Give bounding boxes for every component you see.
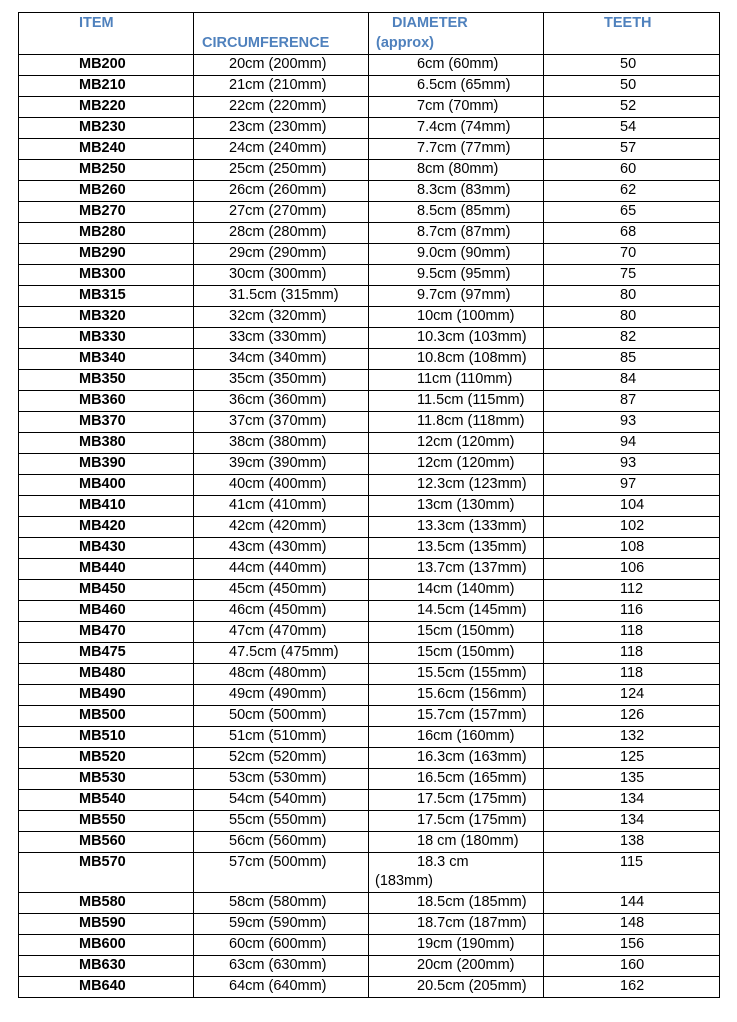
table-row [19, 370, 720, 391]
teeth-cell: 138 [544, 832, 720, 853]
circumference-cell: 27cm (270mm) [194, 202, 369, 223]
table-row [19, 685, 720, 706]
diameter-cell: 10.8cm (108mm) [369, 349, 544, 370]
item-cell: MB540 [19, 790, 194, 811]
diameter-cell: 13.7cm (137mm) [369, 559, 544, 580]
item-cell: MB320 [19, 307, 194, 328]
table-row [19, 580, 720, 601]
diameter-cell: 8.7cm (87mm) [369, 223, 544, 244]
teeth-cell: 124 [544, 685, 720, 706]
circumference-cell: 43cm (430mm) [194, 538, 369, 559]
circumference-cell: 63cm (630mm) [194, 956, 369, 977]
teeth-cell: 125 [544, 748, 720, 769]
diameter-cell: 6.5cm (65mm) [369, 76, 544, 97]
item-cell: MB560 [19, 832, 194, 853]
item-cell: MB480 [19, 664, 194, 685]
diameter-line-2: (183mm) [375, 873, 434, 889]
circumference-cell: 60cm (600mm) [194, 935, 369, 956]
diameter-cell: 12cm (120mm) [369, 433, 544, 454]
table-row [19, 265, 720, 286]
item-cell: MB410 [19, 496, 194, 517]
teeth-cell: 82 [544, 328, 720, 349]
diameter-cell: 7.7cm (77mm) [369, 139, 544, 160]
diameter-cell: 15cm (150mm) [369, 643, 544, 664]
item-cell: MB500 [19, 706, 194, 727]
diameter-cell: 15.7cm (157mm) [369, 706, 544, 727]
item-cell: MB370 [19, 412, 194, 433]
diameter-cell: 15cm (150mm) [369, 622, 544, 643]
item-cell: MB420 [19, 517, 194, 538]
circumference-cell: 56cm (560mm) [194, 832, 369, 853]
item-cell: MB340 [19, 349, 194, 370]
header-diameter [369, 13, 544, 55]
diameter-cell: 8.5cm (85mm) [369, 202, 544, 223]
circumference-cell: 32cm (320mm) [194, 307, 369, 328]
circumference-cell: 48cm (480mm) [194, 664, 369, 685]
circumference-cell: 55cm (550mm) [194, 811, 369, 832]
table-row [19, 811, 720, 832]
teeth-cell: 50 [544, 55, 720, 76]
circumference-cell: 59cm (590mm) [194, 914, 369, 935]
teeth-cell: 116 [544, 601, 720, 622]
diameter-cell: 17.5cm (175mm) [369, 811, 544, 832]
diameter-cell: 10.3cm (103mm) [369, 328, 544, 349]
table-row [19, 55, 720, 76]
circumference-cell: 21cm (210mm) [194, 76, 369, 97]
diameter-cell: 16.3cm (163mm) [369, 748, 544, 769]
size-table [18, 12, 720, 998]
header-item [19, 13, 194, 55]
teeth-cell: 87 [544, 391, 720, 412]
table-row [19, 454, 720, 475]
table-row [19, 790, 720, 811]
item-cell: MB220 [19, 97, 194, 118]
diameter-cell: 8cm (80mm) [369, 160, 544, 181]
table-row [19, 307, 720, 328]
circumference-cell: 20cm (200mm) [194, 55, 369, 76]
circumference-cell: 34cm (340mm) [194, 349, 369, 370]
teeth-cell: 75 [544, 265, 720, 286]
teeth-cell: 93 [544, 412, 720, 433]
teeth-cell: 62 [544, 181, 720, 202]
item-cell: MB520 [19, 748, 194, 769]
table-row [19, 664, 720, 685]
teeth-cell: 52 [544, 97, 720, 118]
teeth-cell: 115 [544, 853, 720, 893]
diameter-cell: 16.5cm (165mm) [369, 769, 544, 790]
diameter-cell: 18.7cm (187mm) [369, 914, 544, 935]
header-diameter-approx-label: (approx) [376, 35, 434, 51]
diameter-cell: 20.5cm (205mm) [369, 977, 544, 998]
teeth-cell: 126 [544, 706, 720, 727]
teeth-cell: 50 [544, 76, 720, 97]
table-row [19, 935, 720, 956]
teeth-cell: 118 [544, 664, 720, 685]
item-cell: MB640 [19, 977, 194, 998]
item-cell: MB400 [19, 475, 194, 496]
table-row [19, 475, 720, 496]
item-cell: MB390 [19, 454, 194, 475]
table-row [19, 139, 720, 160]
circumference-cell: 50cm (500mm) [194, 706, 369, 727]
teeth-cell: 57 [544, 139, 720, 160]
item-cell: MB450 [19, 580, 194, 601]
teeth-cell: 85 [544, 349, 720, 370]
circumference-cell: 26cm (260mm) [194, 181, 369, 202]
table-row [19, 391, 720, 412]
circumference-cell: 47.5cm (475mm) [194, 643, 369, 664]
teeth-cell: 65 [544, 202, 720, 223]
circumference-cell: 30cm (300mm) [194, 265, 369, 286]
circumference-cell: 53cm (530mm) [194, 769, 369, 790]
teeth-cell: 102 [544, 517, 720, 538]
item-cell: MB360 [19, 391, 194, 412]
table-row [19, 643, 720, 664]
circumference-cell: 44cm (440mm) [194, 559, 369, 580]
teeth-cell: 112 [544, 580, 720, 601]
diameter-cell: 18.5cm (185mm) [369, 893, 544, 914]
diameter-cell: 9.7cm (97mm) [369, 286, 544, 307]
diameter-cell: 7cm (70mm) [369, 97, 544, 118]
diameter-cell: 9.5cm (95mm) [369, 265, 544, 286]
header-teeth [544, 13, 720, 55]
table-row [19, 76, 720, 97]
item-cell: MB550 [19, 811, 194, 832]
teeth-cell: 162 [544, 977, 720, 998]
item-cell: MB460 [19, 601, 194, 622]
teeth-cell: 104 [544, 496, 720, 517]
circumference-cell: 64cm (640mm) [194, 977, 369, 998]
circumference-cell: 52cm (520mm) [194, 748, 369, 769]
table-row [19, 160, 720, 181]
circumference-cell: 47cm (470mm) [194, 622, 369, 643]
diameter-cell: 13.3cm (133mm) [369, 517, 544, 538]
item-cell: MB470 [19, 622, 194, 643]
diameter-cell: 13.5cm (135mm) [369, 538, 544, 559]
table-row [19, 727, 720, 748]
circumference-cell: 49cm (490mm) [194, 685, 369, 706]
circumference-cell: 40cm (400mm) [194, 475, 369, 496]
table-row [19, 97, 720, 118]
diameter-cell: 12.3cm (123mm) [369, 475, 544, 496]
circumference-cell: 41cm (410mm) [194, 496, 369, 517]
teeth-cell: 160 [544, 956, 720, 977]
item-cell: MB300 [19, 265, 194, 286]
circumference-cell: 28cm (280mm) [194, 223, 369, 244]
item-cell: MB440 [19, 559, 194, 580]
teeth-cell: 68 [544, 223, 720, 244]
table-row [19, 349, 720, 370]
teeth-cell: 118 [544, 643, 720, 664]
table-row [19, 223, 720, 244]
item-cell: MB280 [19, 223, 194, 244]
diameter-cell: 19cm (190mm) [369, 935, 544, 956]
circumference-cell: 57cm (500mm) [194, 853, 369, 893]
circumference-cell: 54cm (540mm) [194, 790, 369, 811]
diameter-cell: 10cm (100mm) [369, 307, 544, 328]
item-cell: MB570 [19, 853, 194, 893]
item-cell: MB530 [19, 769, 194, 790]
table-row [19, 538, 720, 559]
table-row [19, 244, 720, 265]
item-cell: MB315 [19, 286, 194, 307]
diameter-cell: 8.3cm (83mm) [369, 181, 544, 202]
circumference-cell: 36cm (360mm) [194, 391, 369, 412]
diameter-cell: 11.8cm (118mm) [369, 412, 544, 433]
item-cell: MB290 [19, 244, 194, 265]
item-cell: MB580 [19, 893, 194, 914]
teeth-cell: 118 [544, 622, 720, 643]
item-cell: MB380 [19, 433, 194, 454]
circumference-cell: 42cm (420mm) [194, 517, 369, 538]
circumference-cell: 46cm (450mm) [194, 601, 369, 622]
diameter-cell: 15.6cm (156mm) [369, 685, 544, 706]
item-cell: MB490 [19, 685, 194, 706]
item-cell: MB350 [19, 370, 194, 391]
circumference-cell: 37cm (370mm) [194, 412, 369, 433]
circumference-cell: 45cm (450mm) [194, 580, 369, 601]
teeth-cell: 60 [544, 160, 720, 181]
teeth-cell: 94 [544, 433, 720, 454]
circumference-cell: 29cm (290mm) [194, 244, 369, 265]
teeth-cell: 148 [544, 914, 720, 935]
teeth-cell: 156 [544, 935, 720, 956]
table-row [19, 286, 720, 307]
teeth-cell: 134 [544, 811, 720, 832]
circumference-cell: 31.5cm (315mm) [194, 286, 369, 307]
diameter-cell: 7.4cm (74mm) [369, 118, 544, 139]
diameter-cell: 11.5cm (115mm) [369, 391, 544, 412]
diameter-cell: 18 cm (180mm) [369, 832, 544, 853]
item-cell: MB260 [19, 181, 194, 202]
item-cell: MB630 [19, 956, 194, 977]
item-cell: MB230 [19, 118, 194, 139]
item-cell: MB250 [19, 160, 194, 181]
item-cell: MB430 [19, 538, 194, 559]
table-row [19, 853, 720, 893]
circumference-cell: 24cm (240mm) [194, 139, 369, 160]
circumference-cell: 38cm (380mm) [194, 433, 369, 454]
header-circumference-label: CIRCUMFERENCE [202, 35, 330, 51]
item-cell: MB200 [19, 55, 194, 76]
diameter-cell: 6cm (60mm) [369, 55, 544, 76]
table-row [19, 977, 720, 998]
table-row [19, 914, 720, 935]
teeth-cell: 80 [544, 307, 720, 328]
table-row [19, 559, 720, 580]
header-row [19, 13, 720, 55]
teeth-cell: 93 [544, 454, 720, 475]
diameter-cell: 17.5cm (175mm) [369, 790, 544, 811]
table-row [19, 748, 720, 769]
diameter-cell: 12cm (120mm) [369, 454, 544, 475]
diameter-cell: 14cm (140mm) [369, 580, 544, 601]
table-row [19, 517, 720, 538]
circumference-cell: 33cm (330mm) [194, 328, 369, 349]
teeth-cell: 106 [544, 559, 720, 580]
header-diameter-label: DIAMETER [392, 15, 468, 31]
diameter-cell: 16cm (160mm) [369, 727, 544, 748]
header-circumference [194, 13, 369, 55]
teeth-cell: 144 [544, 893, 720, 914]
item-cell: MB600 [19, 935, 194, 956]
header-teeth-label: TEETH [604, 15, 652, 31]
teeth-cell: 97 [544, 475, 720, 496]
table-row [19, 328, 720, 349]
table-row [19, 181, 720, 202]
item-cell: MB210 [19, 76, 194, 97]
diameter-cell: 20cm (200mm) [369, 956, 544, 977]
item-cell: MB270 [19, 202, 194, 223]
table-row [19, 433, 720, 454]
item-cell: MB510 [19, 727, 194, 748]
teeth-cell: 134 [544, 790, 720, 811]
table-row [19, 118, 720, 139]
diameter-cell: 15.5cm (155mm) [369, 664, 544, 685]
diameter-cell: 14.5cm (145mm) [369, 601, 544, 622]
table-row [19, 706, 720, 727]
header-item-label: ITEM [79, 15, 114, 31]
table-row [19, 832, 720, 853]
circumference-cell: 35cm (350mm) [194, 370, 369, 391]
teeth-cell: 54 [544, 118, 720, 139]
circumference-cell: 58cm (580mm) [194, 893, 369, 914]
diameter-cell [369, 853, 544, 893]
table-row [19, 769, 720, 790]
diameter-cell: 13cm (130mm) [369, 496, 544, 517]
table-row [19, 412, 720, 433]
table-row [19, 956, 720, 977]
table-row [19, 601, 720, 622]
table-body [19, 55, 720, 998]
item-cell: MB475 [19, 643, 194, 664]
teeth-cell: 70 [544, 244, 720, 265]
table-row [19, 893, 720, 914]
item-cell: MB330 [19, 328, 194, 349]
teeth-cell: 80 [544, 286, 720, 307]
teeth-cell: 135 [544, 769, 720, 790]
diameter-line-1: 18.3 cm [417, 854, 469, 870]
teeth-cell: 84 [544, 370, 720, 391]
circumference-cell: 22cm (220mm) [194, 97, 369, 118]
table-row [19, 496, 720, 517]
teeth-cell: 132 [544, 727, 720, 748]
item-cell: MB590 [19, 914, 194, 935]
circumference-cell: 39cm (390mm) [194, 454, 369, 475]
diameter-cell: 9.0cm (90mm) [369, 244, 544, 265]
circumference-cell: 23cm (230mm) [194, 118, 369, 139]
circumference-cell: 25cm (250mm) [194, 160, 369, 181]
diameter-cell: 11cm (110mm) [369, 370, 544, 391]
table-row [19, 622, 720, 643]
table-row [19, 202, 720, 223]
teeth-cell: 108 [544, 538, 720, 559]
circumference-cell: 51cm (510mm) [194, 727, 369, 748]
item-cell: MB240 [19, 139, 194, 160]
